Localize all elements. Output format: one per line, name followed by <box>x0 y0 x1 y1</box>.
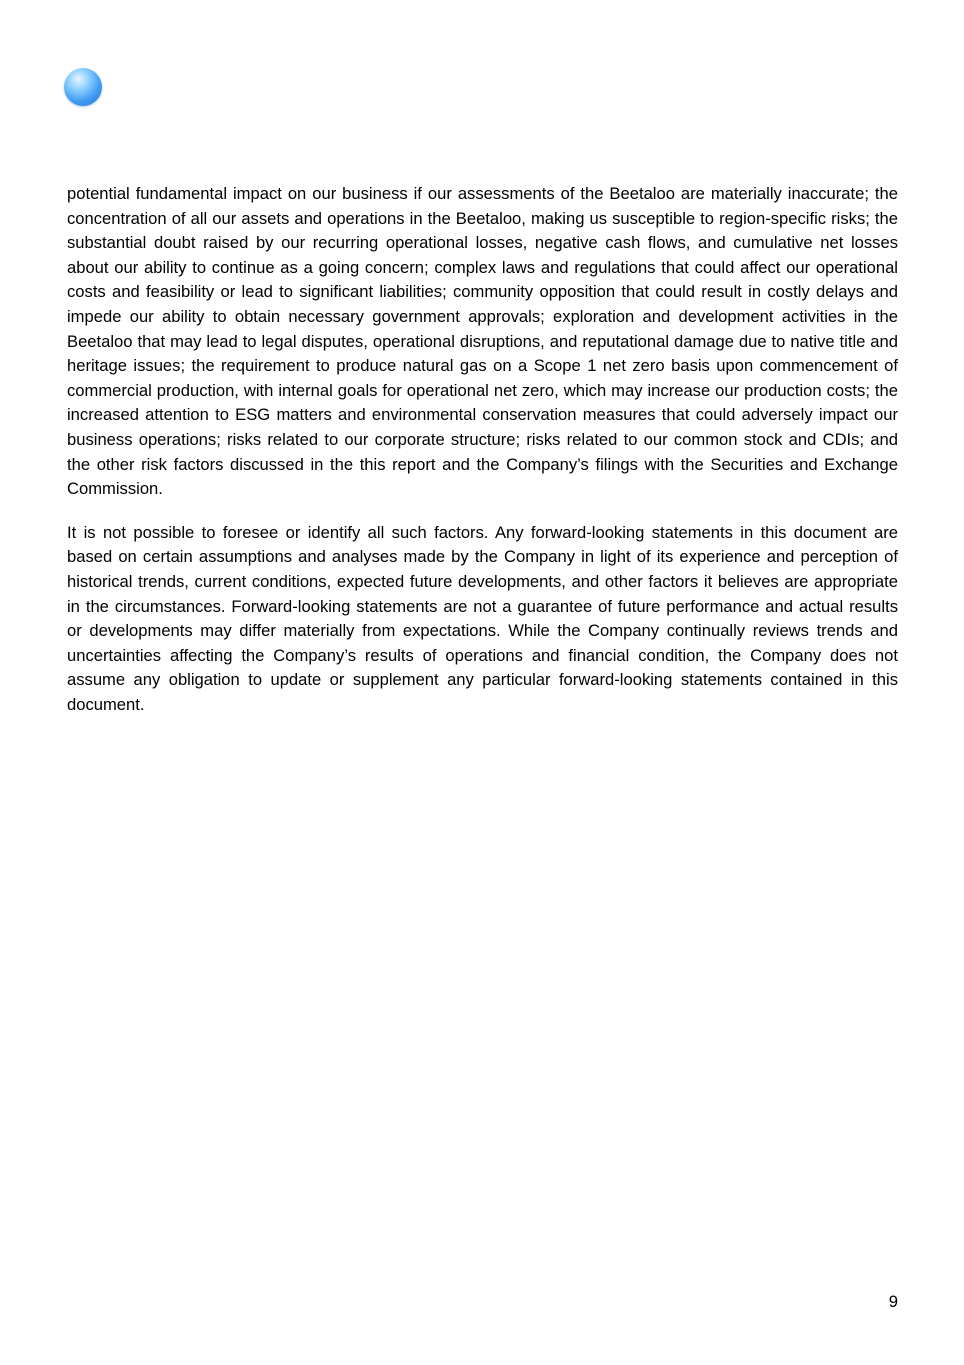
page-number: 9 <box>888 1292 898 1311</box>
blue-sphere-icon <box>64 68 102 106</box>
paragraph-forward-looking: It is not possible to foresee or identify all such factors. Any forward-looking statements in this document are based on certain assumptions and analyses made by the Company in light of its experience and perception of historical trends, current conditions, expected future developments, and other factors it believes are appropriate in the circumstances. Forward-looking statements are not a guarantee of future performance and actual results or developments may differ materially from expectations. While the Company continually reviews trends and uncertainties affecting the Company’s results of operations and financial condition, the Company does not assume any obligation to update or supplement any particular forward-looking statements contained in this document. <box>67 522 898 714</box>
paragraph-risk-factors: potential fundamental impact on our business if our assessments of the Beetaloo are materially inaccurate; the concentration of all our assets and operations in the Beetaloo, making us susceptible to region-specific risks; the substantial doubt raised by our recurring operational losses, negative cash flows, and cumulative net losses about our ability to continue as a going concern; complex laws and regulations that could affect our operational costs and feasibility or lead to significant liabilities; community opposition that could result in costly delays and impede our ability to obtain necessary government approvals; exploration and development activities in the Beetaloo that may lead to legal disputes, operational disruptions, and reputational damage due to native title and heritage issues; the requirement to produce natural gas on a Scope 1 net zero basis upon commencement of commercial production, with internal goals for operational net zero, which may increase our production costs; the increased attention to ESG matters and environmental conservation measures that could adversely impact our business operations; risks related to our corporate structure; risks related to our common stock and CDIs; and the other risk factors discussed in the this report and the Company’s filings with the Securities and Exchange Commission. <box>67 184 898 499</box>
document-body <box>67 182 898 717</box>
